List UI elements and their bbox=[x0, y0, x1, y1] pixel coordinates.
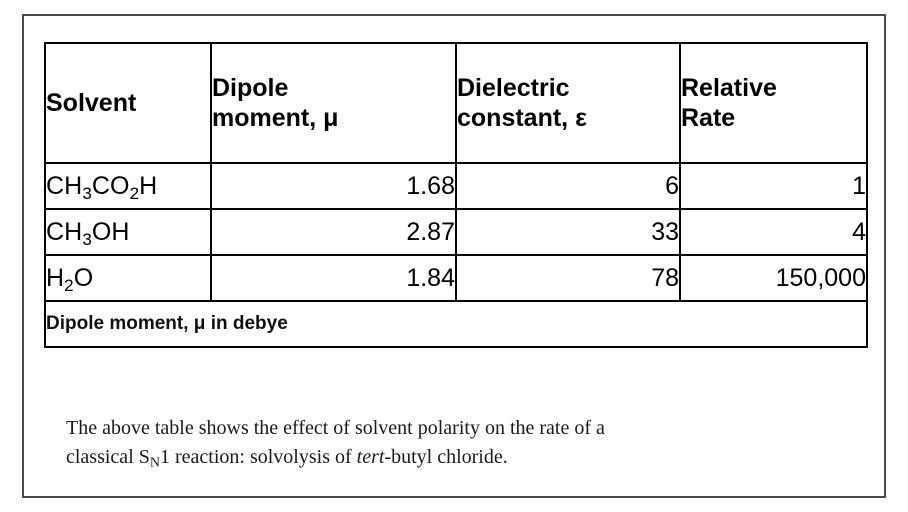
table-footnote-row bbox=[45, 301, 867, 347]
cell-dipole-moment: 1.68 bbox=[211, 163, 456, 209]
solvent-polarity-table bbox=[44, 42, 868, 348]
caption-line2-b: 1 reaction: solvolysis of bbox=[160, 446, 357, 468]
solvent-polarity-table-container bbox=[44, 42, 866, 348]
header-solvent-line1: Solvent bbox=[46, 88, 137, 117]
table-row bbox=[45, 209, 867, 255]
formula-h2o: $H_2O$ bbox=[46, 263, 94, 295]
cell-solvent-formula bbox=[45, 163, 211, 209]
cell-dipole-moment: 2.87 bbox=[211, 209, 456, 255]
caption-sn1-prefix bbox=[66, 446, 160, 471]
header-cell-solvent bbox=[45, 43, 211, 163]
figure-caption bbox=[66, 414, 856, 472]
table-body bbox=[45, 163, 867, 347]
caption-line2-sub: N bbox=[149, 455, 160, 471]
table-header-row bbox=[45, 43, 867, 163]
cell-relative-rate: 1 bbox=[680, 163, 867, 209]
figure-border bbox=[22, 14, 886, 498]
header-dielectric-line2: constant, ε bbox=[457, 104, 587, 132]
header-cell-dipole bbox=[211, 43, 456, 163]
header-cell-dielectric bbox=[456, 43, 680, 163]
caption-line-1: The above table shows the effect of solvent polarity on the rate of a bbox=[66, 417, 605, 439]
cell-solvent-formula bbox=[45, 209, 211, 255]
header-rate-line2: Rate bbox=[681, 104, 736, 132]
formula-ch3oh: $CH_3OH$ bbox=[46, 217, 130, 249]
table-header-row-group bbox=[45, 43, 867, 163]
table-row bbox=[45, 163, 867, 209]
table-footnote: Dipole moment, μ in debye bbox=[45, 301, 867, 347]
cell-solvent-formula bbox=[45, 255, 211, 301]
caption-line2-a: classical S bbox=[66, 446, 150, 468]
table-row bbox=[45, 255, 867, 301]
header-dipole-line2: moment, μ bbox=[212, 104, 339, 132]
header-dielectric-line1: Dielectric bbox=[457, 73, 570, 102]
header-cell-relative-rate bbox=[680, 43, 867, 163]
caption-line2-c: -butyl chloride. bbox=[384, 446, 508, 468]
cell-dielectric-constant: 33 bbox=[456, 209, 680, 255]
header-rate-line1: Relative bbox=[681, 73, 777, 102]
caption-line-2 bbox=[66, 443, 856, 472]
cell-relative-rate: 4 bbox=[680, 209, 867, 255]
caption-line2-italic: tert bbox=[356, 446, 385, 468]
cell-relative-rate: 150,000 bbox=[680, 255, 867, 301]
cell-dipole-moment: 1.84 bbox=[211, 255, 456, 301]
header-dipole-line1: Dipole bbox=[212, 73, 289, 102]
cell-dielectric-constant: 6 bbox=[456, 163, 680, 209]
formula-ch3co2h: $CH_3CO_2H$ bbox=[46, 171, 158, 203]
cell-dielectric-constant: 78 bbox=[456, 255, 680, 301]
